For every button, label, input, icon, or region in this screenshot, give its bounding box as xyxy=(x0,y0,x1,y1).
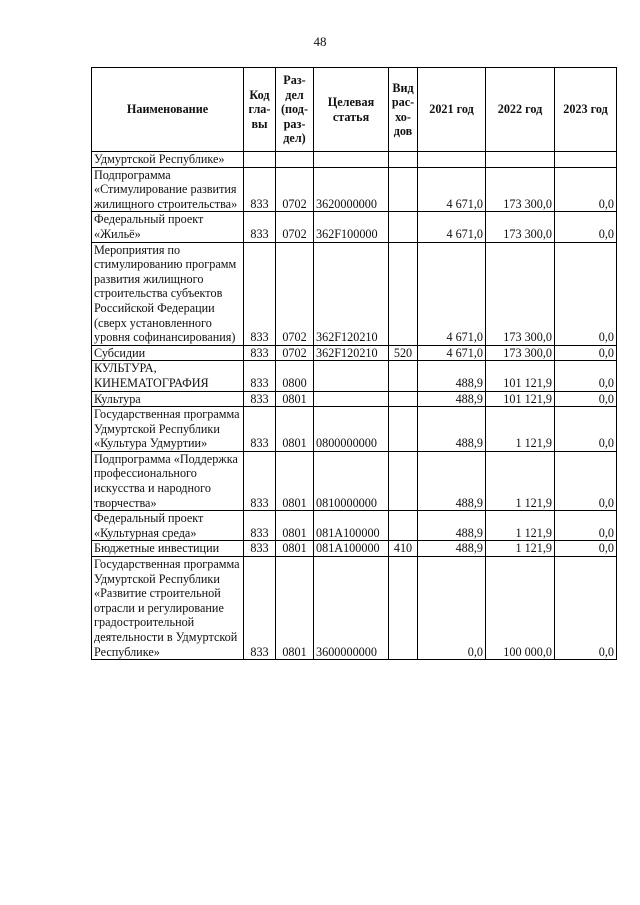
table-row xyxy=(92,361,617,391)
cell-target xyxy=(314,391,389,407)
header-code xyxy=(244,68,276,152)
header-type-line: дов xyxy=(393,123,413,138)
header-section-line: дел) xyxy=(283,131,306,146)
cell-2023 xyxy=(555,152,617,168)
cell-code xyxy=(244,152,276,168)
cell-section: 0801 xyxy=(276,391,314,407)
cell-target: 081A100000 xyxy=(314,511,389,541)
header-type-line: Вид xyxy=(392,80,414,95)
cell-code: 833 xyxy=(244,511,276,541)
cell-2021: 488,9 xyxy=(418,391,486,407)
cell-target xyxy=(314,361,389,391)
cell-2022: 101 121,9 xyxy=(486,361,555,391)
header-section xyxy=(276,68,314,152)
cell-target: 0800000000 xyxy=(314,407,389,452)
cell-2021: 488,9 xyxy=(418,407,486,452)
cell-type xyxy=(389,557,418,660)
cell-2023: 0,0 xyxy=(555,345,617,361)
cell-section xyxy=(276,152,314,168)
header-2022: 2022 год xyxy=(486,68,555,152)
table-row xyxy=(92,541,617,557)
table-row xyxy=(92,391,617,407)
cell-type xyxy=(389,361,418,391)
table-row xyxy=(92,242,617,345)
header-target-line: Целевая xyxy=(327,95,375,110)
cell-code: 833 xyxy=(244,451,276,510)
cell-target: 0810000000 xyxy=(314,451,389,510)
table-row xyxy=(92,212,617,242)
cell-section: 0702 xyxy=(276,212,314,242)
cell-code: 833 xyxy=(244,361,276,391)
cell-2022: 173 300,0 xyxy=(486,345,555,361)
cell-name: Бюджетные инвестиции xyxy=(92,541,244,557)
cell-name: КУЛЬТУРА, КИНЕМАТОГРАФИЯ xyxy=(92,361,244,391)
cell-target xyxy=(314,152,389,168)
cell-2022: 100 000,0 xyxy=(486,557,555,660)
cell-name: Государственная программа Удмуртской Республики «Культура Удмуртии» xyxy=(92,407,244,452)
cell-2021: 488,9 xyxy=(418,361,486,391)
cell-target: 362F120210 xyxy=(314,242,389,345)
cell-name: Федеральный проект «Жильё» xyxy=(92,212,244,242)
cell-code: 833 xyxy=(244,541,276,557)
cell-type xyxy=(389,152,418,168)
header-type xyxy=(389,68,418,152)
table-row xyxy=(92,345,617,361)
cell-type xyxy=(389,407,418,452)
cell-code: 833 xyxy=(244,407,276,452)
cell-section: 0702 xyxy=(276,345,314,361)
cell-type xyxy=(389,391,418,407)
cell-name: Культура xyxy=(92,391,244,407)
cell-name: Подпрограмма «Поддержка профессионального искусства и народного творчества» xyxy=(92,451,244,510)
cell-2023: 0,0 xyxy=(555,511,617,541)
header-type-line: хо- xyxy=(395,109,411,124)
header-2023: 2023 год xyxy=(555,68,617,152)
cell-2023: 0,0 xyxy=(555,407,617,452)
cell-section: 0801 xyxy=(276,407,314,452)
cell-code: 833 xyxy=(244,167,276,212)
cell-code: 833 xyxy=(244,345,276,361)
cell-target: 362F120210 xyxy=(314,345,389,361)
cell-code: 833 xyxy=(244,242,276,345)
table-row xyxy=(92,407,617,452)
header-row xyxy=(92,68,617,152)
header-name: Наименование xyxy=(92,68,244,152)
cell-2023: 0,0 xyxy=(555,557,617,660)
cell-name: Государственная программа Удмуртской Республики «Развитие строительной отрасли и регулирование градостроительной деятельности в Удмуртской Республике» xyxy=(92,557,244,660)
cell-2021: 4 671,0 xyxy=(418,167,486,212)
header-type-line: рас- xyxy=(391,95,415,110)
page-number: 48 xyxy=(313,34,327,49)
table-row xyxy=(92,152,617,168)
cell-target: 081A100000 xyxy=(314,541,389,557)
cell-2022: 1 121,9 xyxy=(486,541,555,557)
cell-2023: 0,0 xyxy=(555,212,617,242)
table-row xyxy=(92,167,617,212)
cell-2021: 488,9 xyxy=(418,511,486,541)
table-row xyxy=(92,451,617,510)
cell-2023: 0,0 xyxy=(555,167,617,212)
cell-2023: 0,0 xyxy=(555,361,617,391)
cell-2021: 488,9 xyxy=(418,451,486,510)
cell-type xyxy=(389,511,418,541)
cell-section: 0801 xyxy=(276,541,314,557)
cell-2021: 0,0 xyxy=(418,557,486,660)
header-target-line: статья xyxy=(332,109,370,124)
cell-target: 3620000000 xyxy=(314,167,389,212)
cell-2023: 0,0 xyxy=(555,541,617,557)
cell-name: Подпрограмма «Стимулирование развития жилищного строительства» xyxy=(92,167,244,212)
cell-type xyxy=(389,167,418,212)
cell-code: 833 xyxy=(244,212,276,242)
cell-name: Мероприятия по стимулированию программ развития жилищного строительства субъектов Российской Федерации (сверх установленного уровня софинансирования) xyxy=(92,242,244,345)
header-target xyxy=(314,68,389,152)
cell-2023: 0,0 xyxy=(555,242,617,345)
cell-section: 0702 xyxy=(276,167,314,212)
cell-2021: 4 671,0 xyxy=(418,345,486,361)
cell-code: 833 xyxy=(244,557,276,660)
header-code-line: гла- xyxy=(248,102,271,117)
cell-target: 362F100000 xyxy=(314,212,389,242)
cell-2022: 1 121,9 xyxy=(486,451,555,510)
cell-section: 0801 xyxy=(276,511,314,541)
cell-2022: 1 121,9 xyxy=(486,511,555,541)
cell-2021: 4 671,0 xyxy=(418,212,486,242)
cell-2021: 4 671,0 xyxy=(418,242,486,345)
cell-2021 xyxy=(418,152,486,168)
cell-type xyxy=(389,451,418,510)
cell-name: Субсидии xyxy=(92,345,244,361)
cell-2021: 488,9 xyxy=(418,541,486,557)
cell-type: 520 xyxy=(389,345,418,361)
cell-type xyxy=(389,242,418,345)
cell-2022: 1 121,9 xyxy=(486,407,555,452)
header-section-line: дел xyxy=(285,87,304,102)
table-row xyxy=(92,557,617,660)
cell-section: 0801 xyxy=(276,451,314,510)
cell-name: Федеральный проект «Культурная среда» xyxy=(92,511,244,541)
cell-2022 xyxy=(486,152,555,168)
header-code-line: вы xyxy=(251,116,268,131)
header-code-line: Код xyxy=(249,87,270,102)
header-2021: 2021 год xyxy=(418,68,486,152)
header-section-line: (под- xyxy=(280,102,309,117)
cell-section: 0801 xyxy=(276,557,314,660)
cell-section: 0800 xyxy=(276,361,314,391)
header-section-line: Раз- xyxy=(283,73,306,88)
cell-code: 833 xyxy=(244,391,276,407)
cell-target: 3600000000 xyxy=(314,557,389,660)
cell-type: 410 xyxy=(389,541,418,557)
cell-2022: 173 300,0 xyxy=(486,212,555,242)
cell-name: Удмуртской Республике» xyxy=(92,152,244,168)
cell-2022: 101 121,9 xyxy=(486,391,555,407)
cell-section: 0702 xyxy=(276,242,314,345)
header-section-line: раз- xyxy=(283,116,306,131)
cell-2022: 173 300,0 xyxy=(486,242,555,345)
cell-2022: 173 300,0 xyxy=(486,167,555,212)
cell-2023: 0,0 xyxy=(555,451,617,510)
cell-2023: 0,0 xyxy=(555,391,617,407)
table-row xyxy=(92,511,617,541)
budget-table xyxy=(91,67,617,660)
cell-type xyxy=(389,212,418,242)
